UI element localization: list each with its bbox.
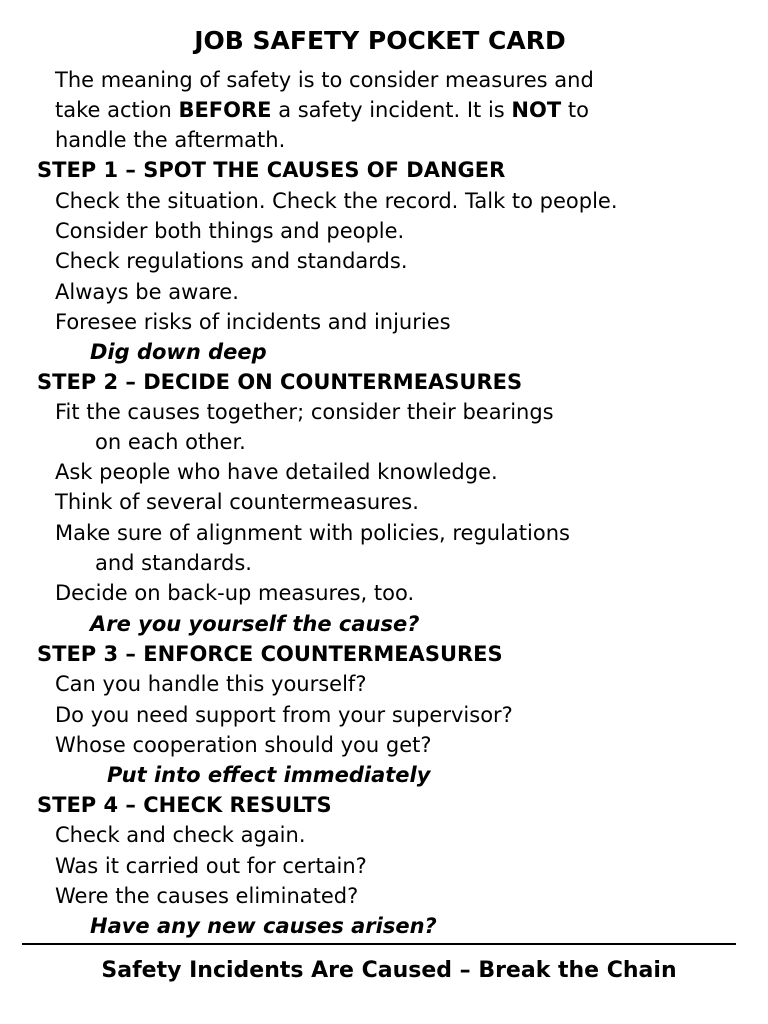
list-item-continuation: and standards. — [95, 551, 252, 575]
step-2-heading: STEP 2 – DECIDE ON COUNTERMEASURES — [37, 370, 523, 394]
list-item: Whose cooperation should you get? — [55, 733, 432, 757]
list-item: Fit the causes together; consider their bearings — [55, 400, 554, 424]
list-item: Make sure of alignment with policies, regulations — [55, 521, 570, 545]
list-item-continuation: on each other. — [95, 430, 246, 454]
list-item: Was it carried out for certain? — [55, 854, 367, 878]
intro-text-segment: a safety incident. It is — [271, 98, 512, 122]
step-4-tip: Have any new causes arisen? — [90, 914, 437, 938]
step-4-heading: STEP 4 – CHECK RESULTS — [37, 793, 332, 817]
intro-emphasis-before: BEFORE — [178, 98, 272, 122]
list-item: Check the situation. Check the record. Talk to people. — [55, 189, 618, 213]
list-item: Ask people who have detailed knowledge. — [55, 460, 498, 484]
step-2-tip: Are you yourself the cause? — [90, 612, 420, 636]
step-1-tip: Dig down deep — [90, 340, 267, 364]
intro-text-segment: take action — [55, 98, 179, 122]
list-item: Do you need support from your supervisor? — [55, 703, 513, 727]
list-item: Check regulations and standards. — [55, 249, 408, 273]
intro-line-3: handle the aftermath. — [55, 128, 286, 152]
list-item: Were the causes eliminated? — [55, 884, 359, 908]
intro-emphasis-not: NOT — [511, 98, 562, 122]
step-3-tip: Put into effect immediately — [107, 763, 431, 787]
intro-line-2 — [55, 95, 589, 125]
list-item: Check and check again. — [55, 823, 306, 847]
card-title: JOB SAFETY POCKET CARD — [194, 26, 566, 55]
step-3-heading: STEP 3 – ENFORCE COUNTERMEASURES — [37, 642, 503, 666]
intro-line-1: The meaning of safety is to consider measures and — [55, 68, 594, 92]
list-item: Consider both things and people. — [55, 219, 405, 243]
footer-slogan: Safety Incidents Are Caused – Break the Chain — [101, 958, 677, 983]
list-item: Decide on back-up measures, too. — [55, 581, 415, 605]
list-item: Always be aware. — [55, 280, 239, 304]
step-1-heading: STEP 1 – SPOT THE CAUSES OF DANGER — [37, 158, 506, 182]
list-item: Foresee risks of incidents and injuries — [55, 310, 451, 334]
intro-text-segment: to — [561, 98, 589, 122]
list-item: Think of several countermeasures. — [55, 490, 419, 514]
footer-divider — [22, 943, 736, 945]
list-item: Can you handle this yourself? — [55, 672, 367, 696]
